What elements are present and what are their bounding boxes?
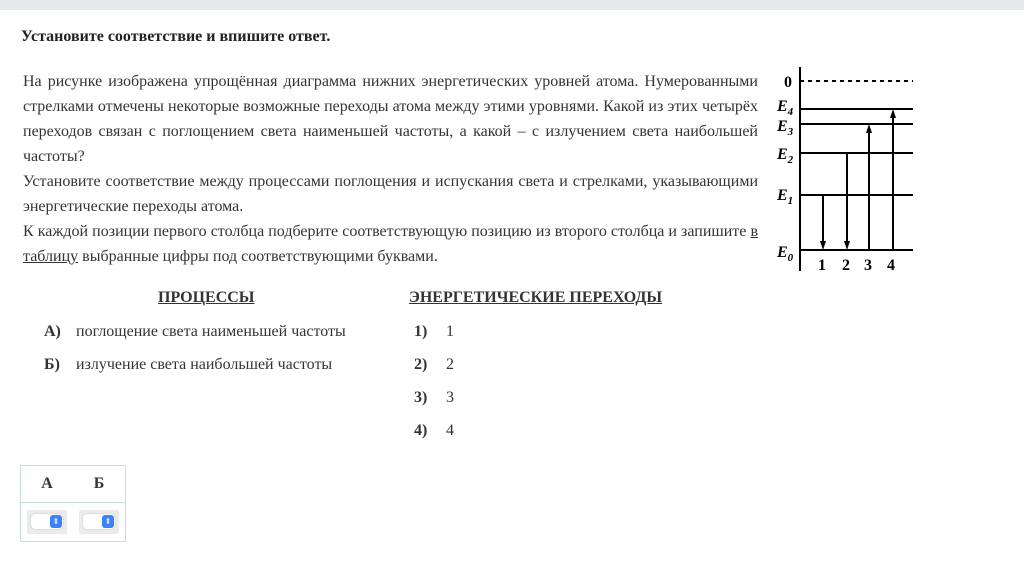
item-text: 3 [446,389,454,406]
table-link[interactable]: в таблицу [23,223,758,265]
text: выбранные цифры под соответствующими буквами. [78,248,438,265]
item-key: 2) [414,356,428,373]
top-bar [0,0,1024,10]
answer-header-a: А [21,466,74,503]
task-title: Установите соответствие и впишите ответ. [21,28,331,45]
answer-table [20,465,126,542]
arrow-label: 1 [818,257,826,274]
label-e4: $E_4$ [777,98,794,118]
item-key: Б) [44,356,60,373]
text: К каждой позиции первого столбца подберите соответствующую позицию из второго столбца и запишите [23,223,751,240]
item-text: излучение света наибольшей частоты [76,356,333,373]
chevron-up-down-icon: ⇕ [50,515,62,528]
arrow-label: 2 [842,257,850,274]
process-item [44,356,332,374]
chevron-up-down-icon: ⇕ [102,515,114,528]
label-e3: $E_3$ [777,118,794,138]
process-item [44,323,346,341]
item-key: 1) [414,323,428,340]
label-e0: $E_0$ [777,244,794,264]
answer-select-b[interactable] [79,510,119,534]
item-text: 2 [446,356,454,373]
transition-item [414,356,454,374]
arrow-label: 3 [864,257,872,274]
item-key: 4) [414,422,428,439]
column-header-transitions: ЭНЕРГЕТИЧЕСКИЕ ПЕРЕХОДЫ [409,289,663,306]
item-key: А) [44,323,61,340]
paragraph [23,219,758,269]
paragraph: На рисунке изображена упрощённая диаграмма нижних энергетических уровней атома. Нумерованными стрелками отмечены некоторые возможные переходы атома между этими уровнями. Какой из этих четырёх переходов связан с поглощением света наименьшей частоты, а какой – с излучением света наибольшей частоты? [23,73,758,165]
arrow-label: 4 [887,257,895,274]
item-text: 1 [446,323,454,340]
answer-header-b: Б [73,466,126,503]
item-text: поглощение света наименьшей частоты [76,323,346,340]
item-key: 3) [414,389,428,406]
energy-level-diagram [770,65,920,275]
paragraph: Установите соответствие между процессами поглощения и испускания света и стрелками, указывающими энергетические переходы атома. [23,173,758,215]
task-text [23,69,758,269]
column-header-processes: ПРОЦЕССЫ [158,289,255,306]
transition-item [414,323,454,341]
answer-select-a[interactable] [27,510,67,534]
transition-item [414,389,454,407]
label-zero: 0 [784,74,792,91]
item-text: 4 [446,422,454,439]
label-e1: $E_1$ [777,187,794,207]
transition-item [414,422,454,440]
label-e2: $E_2$ [777,146,794,166]
